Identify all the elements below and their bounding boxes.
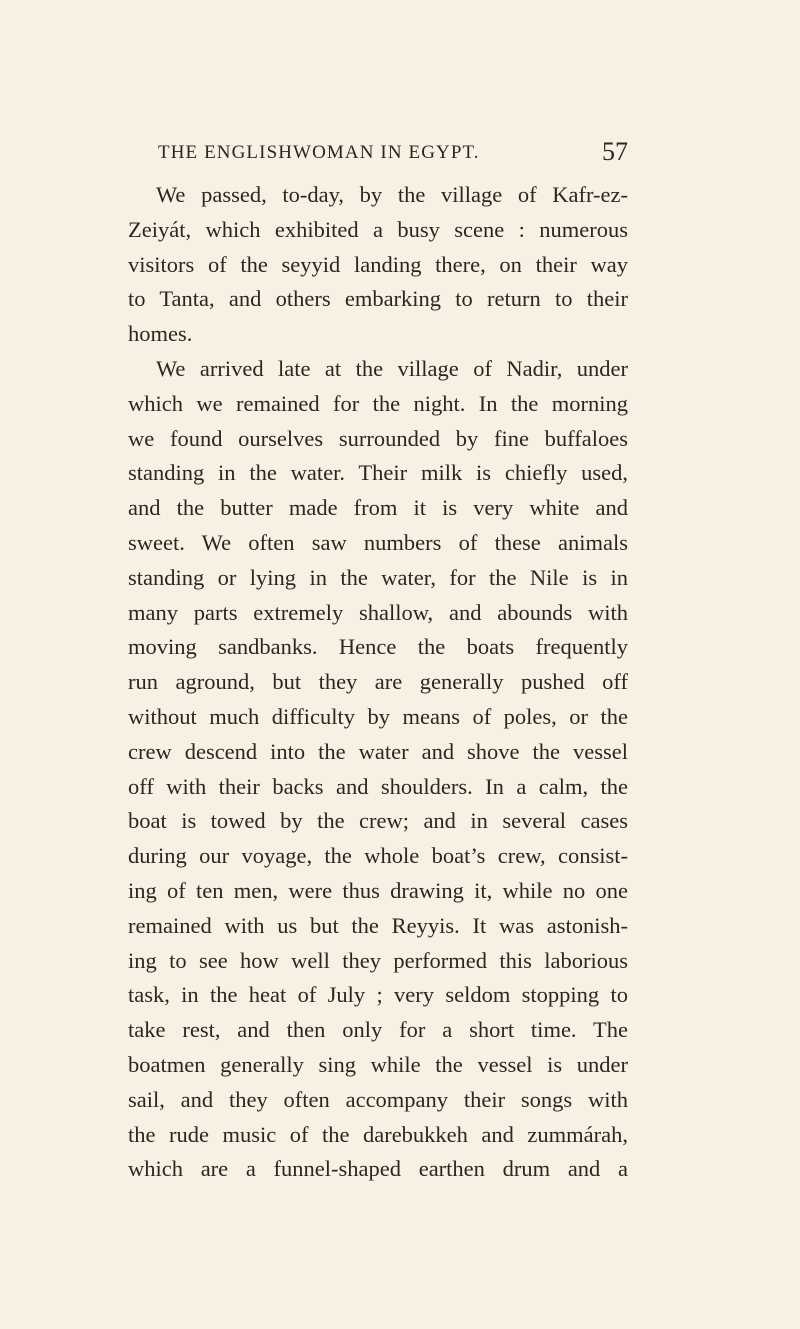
text-line: take rest, and then only for a short time. The	[128, 1017, 628, 1043]
text-line: We arrived late at the village of Nadir, under	[156, 355, 628, 381]
text-line: homes.	[128, 321, 193, 347]
text-line: the rude music of the darebukkeh and zummárah,	[128, 1121, 628, 1147]
text-line: which are a funnel-shaped earthen drum and a	[128, 1156, 628, 1182]
text-line: which we remained for the night. In the morning	[128, 390, 628, 416]
text-line: during our voyage, the whole boat’s crew, consist-	[128, 843, 628, 869]
text-line: run aground, but they are generally pushed off	[128, 669, 628, 695]
text-line: sweet. We often saw numbers of these animals	[128, 529, 628, 555]
text-line: ing to see how well they performed this laborious	[128, 947, 628, 973]
text-line: to Tanta, and others embarking to return to their	[128, 286, 628, 312]
running-head	[158, 137, 628, 170]
text-line: task, in the heat of July ; very seldom stopping to	[128, 982, 628, 1008]
text-line: we found ourselves surrounded by fine buffaloes	[128, 425, 628, 451]
text-line: boat is towed by the crew; and in several cases	[128, 808, 628, 834]
page-number: 57	[602, 137, 628, 166]
running-title: THE ENGLISHWOMAN IN EGYPT.	[158, 142, 480, 163]
text-line: off with their backs and shoulders. In a calm, the	[128, 773, 628, 799]
text-line: sail, and they often accompany their songs with	[128, 1086, 628, 1112]
text-line: boatmen generally sing while the vessel is under	[128, 1051, 628, 1077]
text-line: many parts extremely shallow, and abounds with	[128, 599, 628, 625]
text-line: crew descend into the water and shove the vessel	[128, 738, 628, 764]
text-line: Zeiyát, which exhibited a busy scene : numerous	[128, 216, 628, 242]
body-text	[128, 178, 628, 1187]
text-line: standing in the water. Their milk is chiefly used,	[128, 460, 628, 486]
text-line: standing or lying in the water, for the Nile is in	[128, 564, 628, 590]
text-line: visitors of the seyyid landing there, on their way	[128, 251, 628, 277]
text-line: without much difficulty by means of poles, or the	[128, 703, 628, 729]
text-line: ing of ten men, were thus drawing it, while no one	[128, 877, 628, 903]
text-line: remained with us but the Reyyis. It was astonish-	[128, 912, 628, 938]
text-line: moving sandbanks. Hence the boats frequently	[128, 634, 628, 660]
text-line: We passed, to-day, by the village of Kafr-ez-	[156, 182, 628, 207]
text-line: and the butter made from it is very white and	[128, 495, 628, 521]
